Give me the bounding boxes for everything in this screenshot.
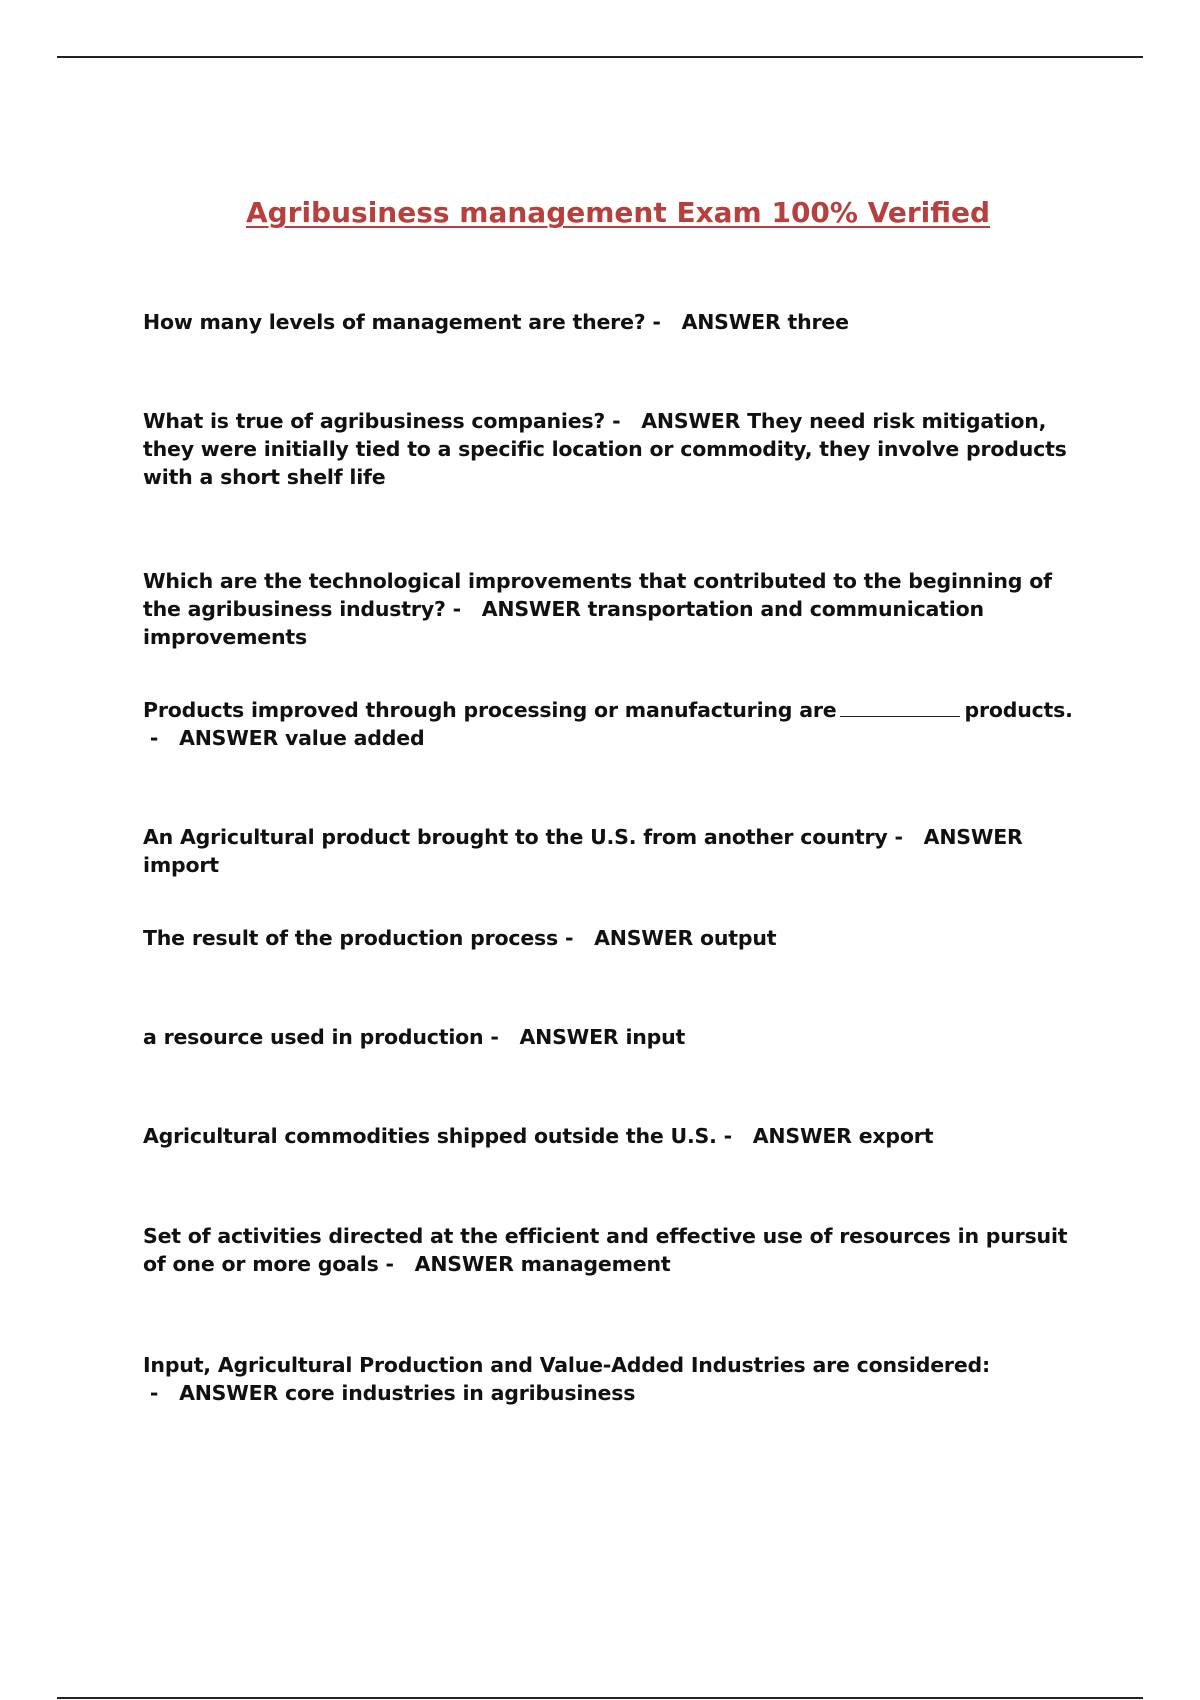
qa-item-3 <box>143 567 1093 651</box>
qa-item-4 <box>143 696 1093 752</box>
answer-label: ANSWER <box>641 409 741 433</box>
answer-text: import <box>143 853 219 877</box>
answer-label: ANSWER <box>179 1381 279 1405</box>
separator: - <box>887 825 924 849</box>
question-text: What is true of agribusiness companies? <box>143 409 606 433</box>
answer-label: ANSWER <box>752 1124 852 1148</box>
question-text: Input, Agricultural Production and Value-Added Industries are considered: <box>143 1353 991 1377</box>
question-text: a resource used in production <box>143 1025 484 1049</box>
separator: - <box>143 726 180 750</box>
answer-label: ANSWER <box>179 726 279 750</box>
answer-text: input <box>625 1025 686 1049</box>
answer-label: ANSWER <box>481 597 581 621</box>
separator: - <box>605 409 642 433</box>
question-text-after-blank: products. <box>964 698 1073 722</box>
answer-text: core industries in agribusiness <box>285 1381 636 1405</box>
question-text: Products improved through processing or manufacturing are <box>143 698 837 722</box>
answer-text: three <box>787 310 849 334</box>
question-text: Which are the technological improvements that contributed to the beginning of the agribusiness industry? <box>143 569 1052 621</box>
question-text: An Agricultural product brought to the U.S. from another country <box>143 825 888 849</box>
separator: - <box>645 310 682 334</box>
answer-label: ANSWER <box>923 825 1023 849</box>
answer-text: management <box>520 1252 671 1276</box>
answer-label: ANSWER <box>414 1252 514 1276</box>
answer-text: output <box>700 926 777 950</box>
separator: - <box>483 1025 520 1049</box>
question-text: Agricultural commodities shipped outside the U.S. <box>143 1124 717 1148</box>
question-text: Set of activities directed at the efficient and effective use of resources in pursuit of one or more goals <box>143 1224 1068 1276</box>
fill-in-blank <box>840 702 960 717</box>
qa-item-5 <box>143 823 1093 879</box>
qa-item-7 <box>143 1023 1093 1051</box>
bottom-rule <box>57 1697 1143 1699</box>
answer-label: ANSWER <box>519 1025 619 1049</box>
separator: - <box>445 597 482 621</box>
qa-item-2 <box>143 407 1093 491</box>
qa-item-6 <box>143 924 1093 952</box>
answer-text: transportation and communication improvements <box>143 597 984 649</box>
separator: - <box>716 1124 753 1148</box>
qa-item-1 <box>143 308 1093 336</box>
question-text: The result of the production process <box>143 926 559 950</box>
separator: - <box>558 926 595 950</box>
qa-item-10 <box>143 1351 1093 1407</box>
document-title: Agribusiness management Exam 100% Verified <box>245 196 991 229</box>
answer-label: ANSWER <box>594 926 694 950</box>
answer-label: ANSWER <box>681 310 781 334</box>
qa-item-8 <box>143 1122 1093 1150</box>
answer-text: export <box>858 1124 934 1148</box>
question-text: How many levels of management are there? <box>143 310 646 334</box>
separator: - <box>378 1252 415 1276</box>
answer-text: They need risk mitigation, they were initially tied to a specific location or commodity, they involve products with a short shelf life <box>143 409 1067 489</box>
separator: - <box>143 1381 180 1405</box>
qa-item-9 <box>143 1222 1093 1278</box>
answer-text: value added <box>285 726 425 750</box>
top-rule <box>57 56 1143 58</box>
